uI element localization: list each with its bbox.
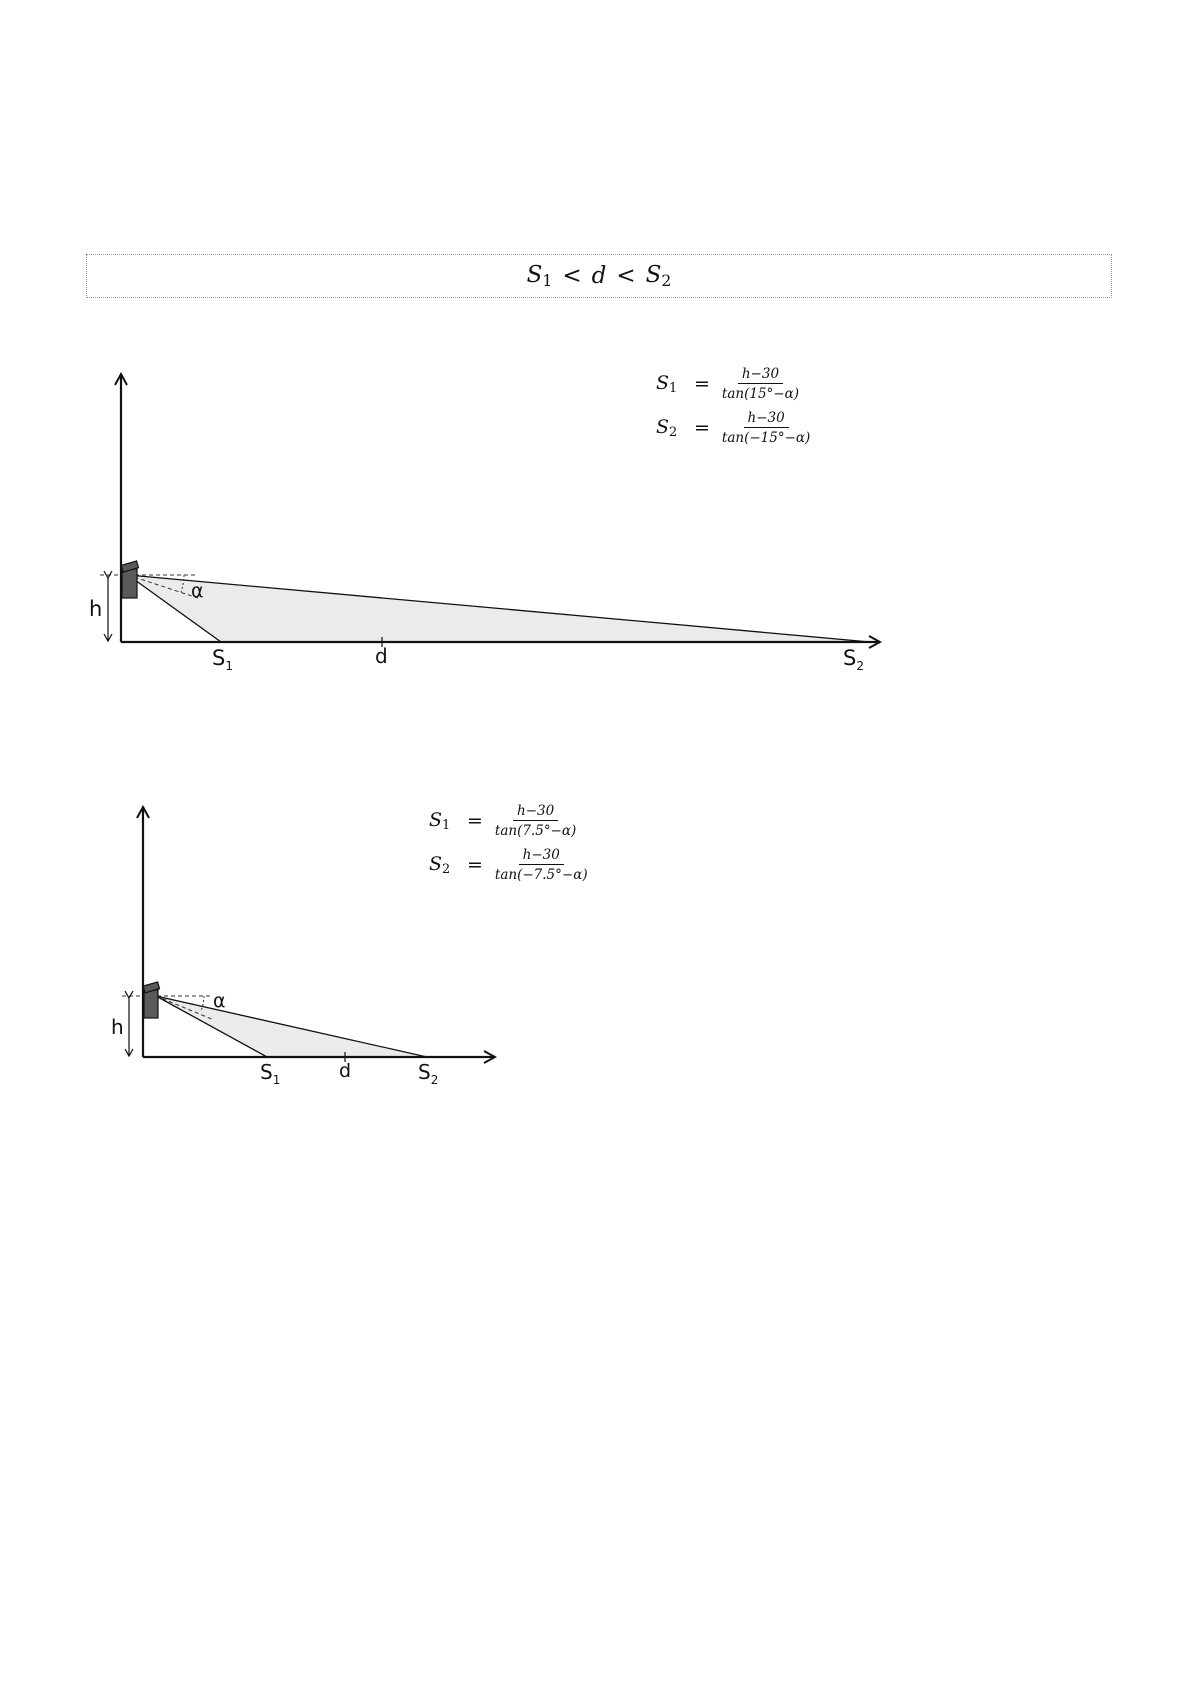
figure2-fraction-s1: $\frac{h-30}{\tan(7.5^\circ-\alpha)}$ [494,803,577,839]
figure2-fraction-s2: $\frac{h-30}{\tan(-7.5^\circ-\alpha)}$ [494,847,588,883]
figure2-label-h: h [111,1015,124,1039]
figure1-fraction-s1: $\frac{h-30}{\tan(15^\circ-\alpha)}$ [721,366,799,402]
condition-d: d [591,263,607,289]
figure2-formula-s2: $S_2$ = $\frac{h-30}{\tan(-7.5^\circ-\alpha)}$ [429,847,588,883]
figure1-formula-s2: $S_2$ = $\frac{h-30}{\tan(-15^\circ-\alpha)}$ [656,410,811,446]
figure2-sensor-icon [143,982,159,1018]
figure1-label-d: d [375,644,388,668]
figure1-label-h: h [89,597,103,621]
figure2-label-s1: $S_1$ [260,1060,281,1087]
figure1-label-s1: $S_1$ [212,646,233,673]
condition-s1: $S_1$ [526,262,553,290]
figure1-label-s2: $S_2$ [843,646,864,673]
condition-lt-1: < [562,263,582,289]
condition-lt-2: < [616,263,636,289]
figure2-label-alpha: α [213,990,226,1012]
figure1-label-alpha: α [191,580,204,602]
figure1-formula-s1: $S_1$ = $\frac{h-30}{\tan(15^\circ-\alpha)}$ [656,366,799,402]
figure1-fraction-s2: $\frac{h-30}{\tan(-15^\circ-\alpha)}$ [721,410,811,446]
figure2-label-d: d [339,1060,352,1082]
figure2-label-s2: $S_2$ [418,1060,439,1087]
condition-s2: $S_2$ [645,262,672,290]
figure2-formula-s1: $S_1$ = $\frac{h-30}{\tan(7.5^\circ-\alpha)}$ [429,803,577,839]
